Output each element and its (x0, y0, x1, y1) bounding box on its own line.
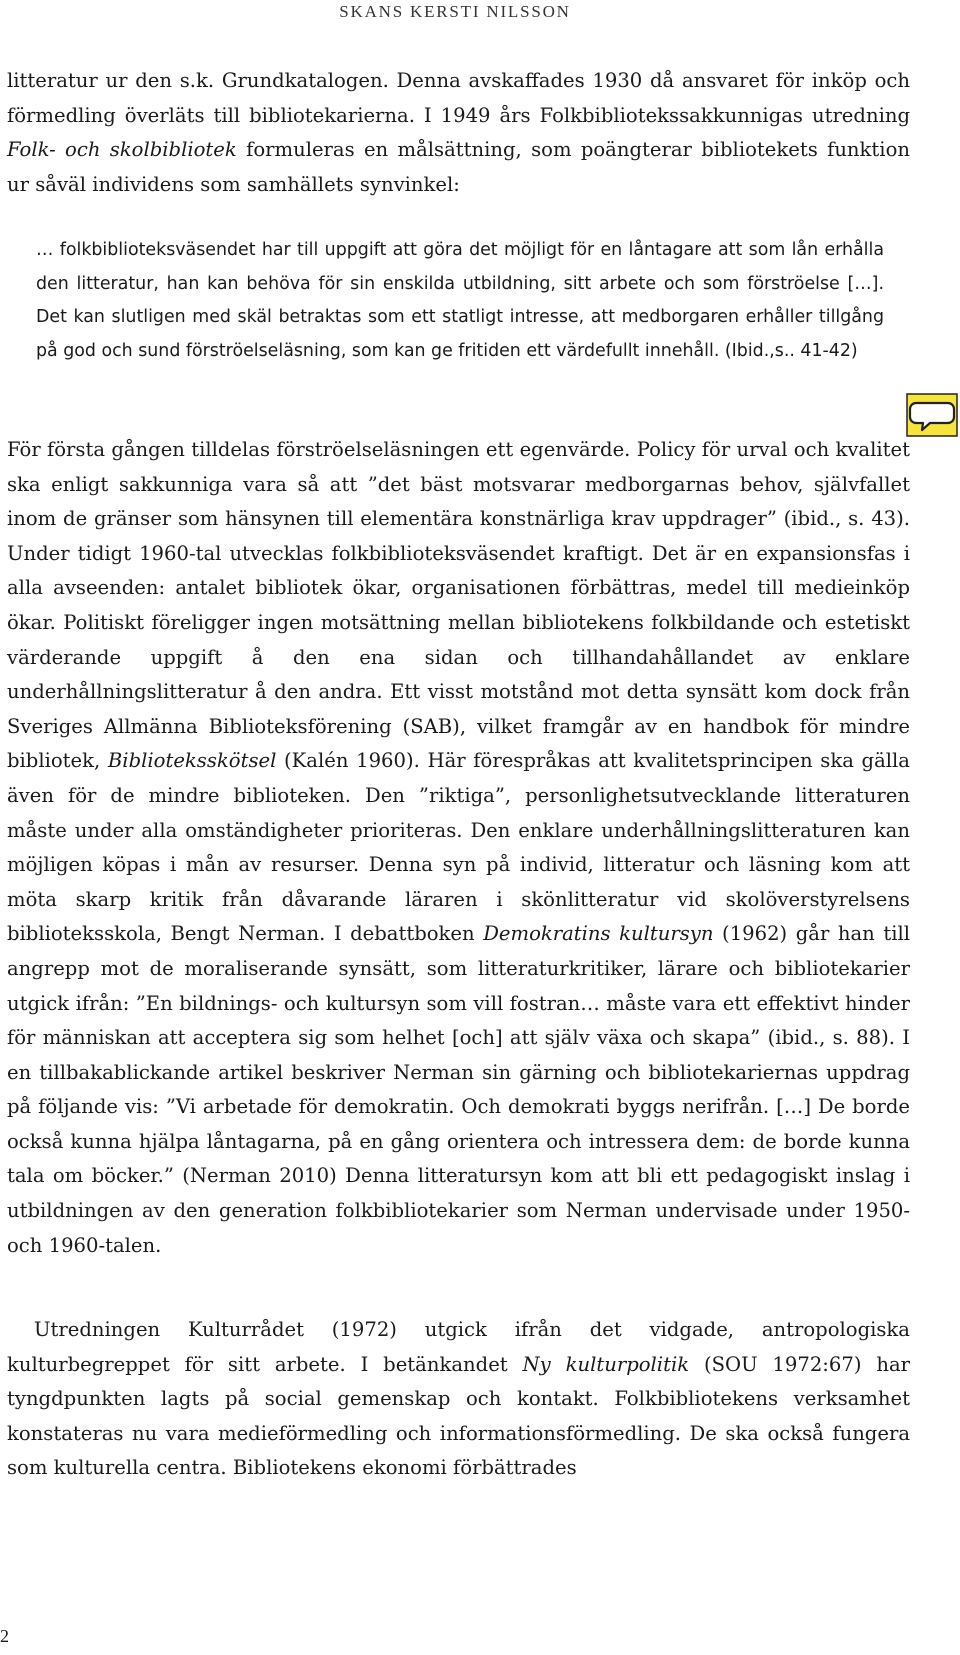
paragraph-2-title-2: Demokratins kultursyn (483, 922, 714, 946)
paragraph-3-text-b: (SOU 1972:67) har tyngdpunkten lagts på social gemenskap och kontakt. Folkbibliotekens verksamhet konstateras nu vara medieförmedling och informationsförmedling. De ska också fungera som kulturella centra. Bibliotekens ekonomi förbättrades (7, 1352, 910, 1480)
paragraph-2-text-c: (1962) går han till angrepp mot de moraliserande synsätt, som litteraturkritiker, lärare och bibliotekarier utgick ifrån: ”En bildnings- och kultursyn som vill fostran… måste vara ett effektivt hinder för människan att acceptera sig som helhet [och] att själv växa och skapa” (ibid., s. 88). I en tillbakablickande artikel beskriver Nerman sin gärning och bibliotekariernas uppdrag på följande vis: ”Vi arbetade för demokratin. Och demokrati byggs nerifrån. […] De borde också kunna hjälpa låntagarna, på en gång orientera och intressera dem: de borde kunna tala om böcker.” (Nerman 2010) Denna litteratursyn kom att bli ett pedagogiskt inslag i utbildningen av den generation folkbibliotekarier som Nerman undervisade under 1950- och 1960-talen. (7, 922, 910, 1257)
paragraph-3 (7, 1313, 910, 1486)
speech-bubble-comment-icon[interactable] (906, 393, 958, 437)
page-number: 2 (0, 1626, 9, 1646)
paragraph-3-text-a: Utredningen Kulturrådet (1972) utgick ifrån det vidgade, antropologiska kulturbegreppet för sitt arbete. I betänkandet (7, 1318, 910, 1376)
paragraph-2-text-b: (Kalén 1960). Här förespråkas att kvalitetsprincipen ska gälla även för de mindre biblioteken. Den ”riktiga”, personlighetsutvecklande litteraturen måste under alla omständigheter prioriteras. Den enklare underhållningslitteraturen kan möjligen köpas i mån av resurser. Denna syn på individ, litteratur och läsning kom att möta skarp kritik från dåvarande läraren i skönlitteratur vid skolöverstyrelsens biblioteksskola, Bengt Nerman. I debattboken (7, 749, 910, 946)
paragraph-1-title: Folk- och skolbibliotek (7, 138, 237, 162)
paragraph-1-text-a: litteratur ur den s.k. Grundkatalogen. Denna avskaffades 1930 då ansvaret för inköp och förmedling överläts till bibliotekarierna. I 1949 års Folkbibliotekssakkunnigas utredning (7, 69, 910, 127)
block-quote: … folkbiblioteksväsendet har till uppgift att göra det möjligt för en låntagare att som lån erhålla den litteratur, han kan behöva för sin enskilda utbildning, sitt arbete och som förströelse […]. Det kan slutligen med skäl betraktas som ett statligt intresse, att medborgaren erhåller tillgång på god och sund förströelseläsning, som kan ge fritiden ett värdefullt innehåll. (Ibid.,s.. 41-42) (36, 240, 884, 361)
paragraph-2-title-1: Biblioteksskötsel (107, 749, 277, 773)
paragraph-3-title: Ny kulturpolitik (522, 1352, 690, 1376)
paragraph-1-text-b: formuleras en målsättning, som poängterar bibliotekets funktion ur såväl individens som samhällets synvinkel: (7, 138, 910, 196)
running-head: SKANS KERSTI NILSSON (339, 2, 571, 21)
paragraph-1 (7, 64, 910, 202)
paragraph-2 (7, 433, 910, 1263)
paragraph-2-text-a: För första gången tilldelas förströelseläsningen ett egenvärde. Policy för urval och kvalitet ska enligt sakkunniga vara så att ”det bäst motsvarar medborgarnas behov, självfallet inom de gränser som hänsynen till elementära konstnärliga krav uppdrager” (ibid., s. 43). Under tidigt 1960-tal utvecklas folkbiblioteksväsendet kraftigt. Det är en expansionsfas i alla avseenden: antalet bibliotek ökar, organisationen förbättras, medel till medieinköp ökar. Politiskt föreligger ingen motsättning mellan bibliotekens folkbildande och estetiskt värderande uppgift å den ena sidan och tillhandahållandet av enklare underhållningslitteratur å den andra. Ett visst motstånd mot detta synsätt kom dock från Sveriges Allmänna Biblioteksförening (SAB), vilket framgår av en handbok för mindre bibliotek, (7, 438, 910, 773)
